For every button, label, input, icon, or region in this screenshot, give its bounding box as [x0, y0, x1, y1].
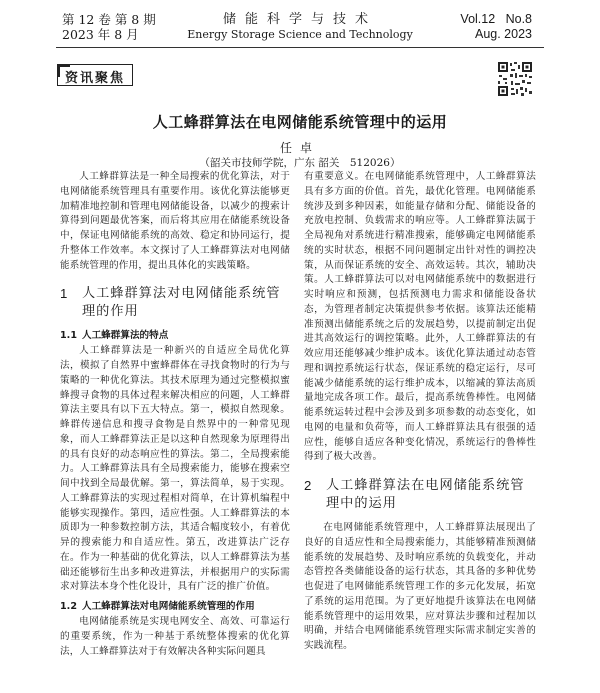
- section-2-paragraph: 在电网储能系统管理中，人工蜂群算法展现出了良好的自适应性和全局搜索能力，其能够精准预测储能系统的发展趋势、及时响应系统的负载变化，并动态管控各类储能设备的运行状态，其具备的多种优势也促进了电网储能系统管理工作的多元化发展，拓宽了系统的运用范围。为了更好地提升该算法在电网储能系统管理中的运用效果，应对算法步骤和过程加以明确，并结合电网储能系统管理实际需求制定实善的实践流程。: [304, 522, 536, 651]
- subsection-number: 1.1: [60, 330, 77, 342]
- subsection-1-2-paragraph: 电网储能系统是实现电网安全、高效、可靠运行的重要系统，作为一种基于系统整体搜索的优化算法，人工蜂群算法对于有效解决各种实际问题具: [60, 616, 290, 657]
- header-volume-en: [460, 12, 532, 42]
- author-affiliation: （韶关市技师学院，广东 韶关 512026）: [199, 157, 401, 169]
- right-column: [304, 170, 536, 654]
- subsection-title: 人工蜂群算法对电网储能系统管理的作用: [82, 601, 255, 612]
- journal-name-cn: 储能科学与技术: [222, 12, 377, 27]
- article-author: 任卓: [279, 141, 320, 155]
- intro-paragraph: 人工蜂群算法是一种全局搜索的优化算法，对于电网储能系统管理具有重要作用。该优化算法能够更加精准地控制和管理电网储能设备，以减少的搜索计算得到问题最优答案，而后将其应用在储能系统设备中，保证电网储能系统的高效、稳定和协同运行，提升整体工作效率。本文探讨了人工蜂群算法对电网储能系统管理的作用，提出具体化的实践策略。: [60, 171, 290, 271]
- section-number: 2: [304, 478, 313, 493]
- date-en: Aug. 2023: [475, 27, 532, 41]
- section-tag-label: 资讯聚焦: [64, 71, 125, 86]
- continued-paragraph: 有重要意义。在电网储能系统管理中，人工蜂群算法具有多方面的价值。首先，最优化管理。电网储能系统涉及到多种因素，如能量存储和分配、储能设备的充放电控制、负载需求的响应等。人工蜂群算法属于全局视角对系统进行精准搜索，能够确定电网储能系统的实时状态，根据不同问题制定出针对性的调控决策，从而保证系统的安全、高效运转。其次，辅助决策。人工蜂群算法可以对电网储能系统中的数据进行实时响应和预测，包括预测电力需求和储能设备状态，为管理者制定决策提供参考依据。该算法还能精准预测出储能系统之后的发展趋势，以提前制定出促进其高效运行的调控策略。此外，人工蜂群算法的有效应用还能够减少维护成本。该优化算法通过动态管理和调控系统运行状态，保证系统的稳定运行，尽可能减少储能系统的运行维护成本，以缩减的算法高质量地完成各项工作。最后，提高系统鲁棒性。电网储能系统运转过程中会涉及到多项参数的动态变化，如电网的电量和负荷等，而人工蜂群算法具有很强的适应性，能够自适应各种变化情况，系统运行的鲁棒性得到了极大改善。: [304, 171, 536, 463]
- subsection-1-1-paragraph: 人工蜂群算法是一种新兴的自适应全局优化算法，模拟了自然界中蜜蜂群体在寻找食物时的行为与策略的一种优化算法。其技术原理为通过完整模拟蜜蜂搜寻食物的具体过程来解决相应的问题，人工蜂群算法主要具有以下五大特点。第一，模拟自然现象。蜂群传递信息和搜寻食物是自然界中的一种常见现象，而人工蜂群算法正是以这种自然现象为原理得出的具有良好的动态响应性的算法。第二，全局搜索能力。人工蜂群算法具有全局搜索能力，能够在搜索空间中找到全局最优解。第一，算法简单，易于实现。人工蜂群算法的实现过程相对简单，在计算机编程中能够实现操作。第四，适应性强。人工蜂群算法的本质即为一种参数控制方法，其适合幅度较小，有着优异的搜索能力和自适应性。第五，改进算法广泛存在。作为一种基础的优化算法，以人工蜂群算法为基础还能够衍生出多种改进算法，并根据用户的实际需求对算法本身个性化设计，具有广泛的推广价值。: [60, 345, 290, 593]
- left-column: [60, 170, 290, 659]
- journal-header: [0, 0, 600, 44]
- subsection-1-2-heading: [60, 600, 290, 613]
- qr-code-icon: [497, 61, 533, 97]
- journal-name-en: Energy Storage Science and Technology: [187, 28, 413, 41]
- section-title: 人工蜂群算法在电网储能系统管理中的运用: [326, 478, 525, 511]
- article-title: 人工蜂群算法在电网储能系统管理中的运用: [152, 113, 448, 131]
- header-divider: [56, 47, 544, 48]
- subsection-title: 人工蜂群算法的特点: [82, 330, 169, 342]
- section-number: 1: [60, 286, 69, 302]
- section-title: 人工蜂群算法对电网储能系统管理的作用: [82, 286, 281, 320]
- section-2-heading: [304, 477, 536, 513]
- subsection-1-1-heading: [60, 329, 290, 342]
- volume-issue-en: Vol.12 No.8: [460, 12, 532, 26]
- subsection-number: 1.2: [60, 601, 77, 612]
- section-tag: [57, 64, 133, 86]
- date-cn: 2023 年 8 月: [62, 27, 139, 42]
- volume-issue-cn: 第 12 卷 第 8 期: [62, 12, 156, 27]
- section-1-heading: [60, 285, 290, 321]
